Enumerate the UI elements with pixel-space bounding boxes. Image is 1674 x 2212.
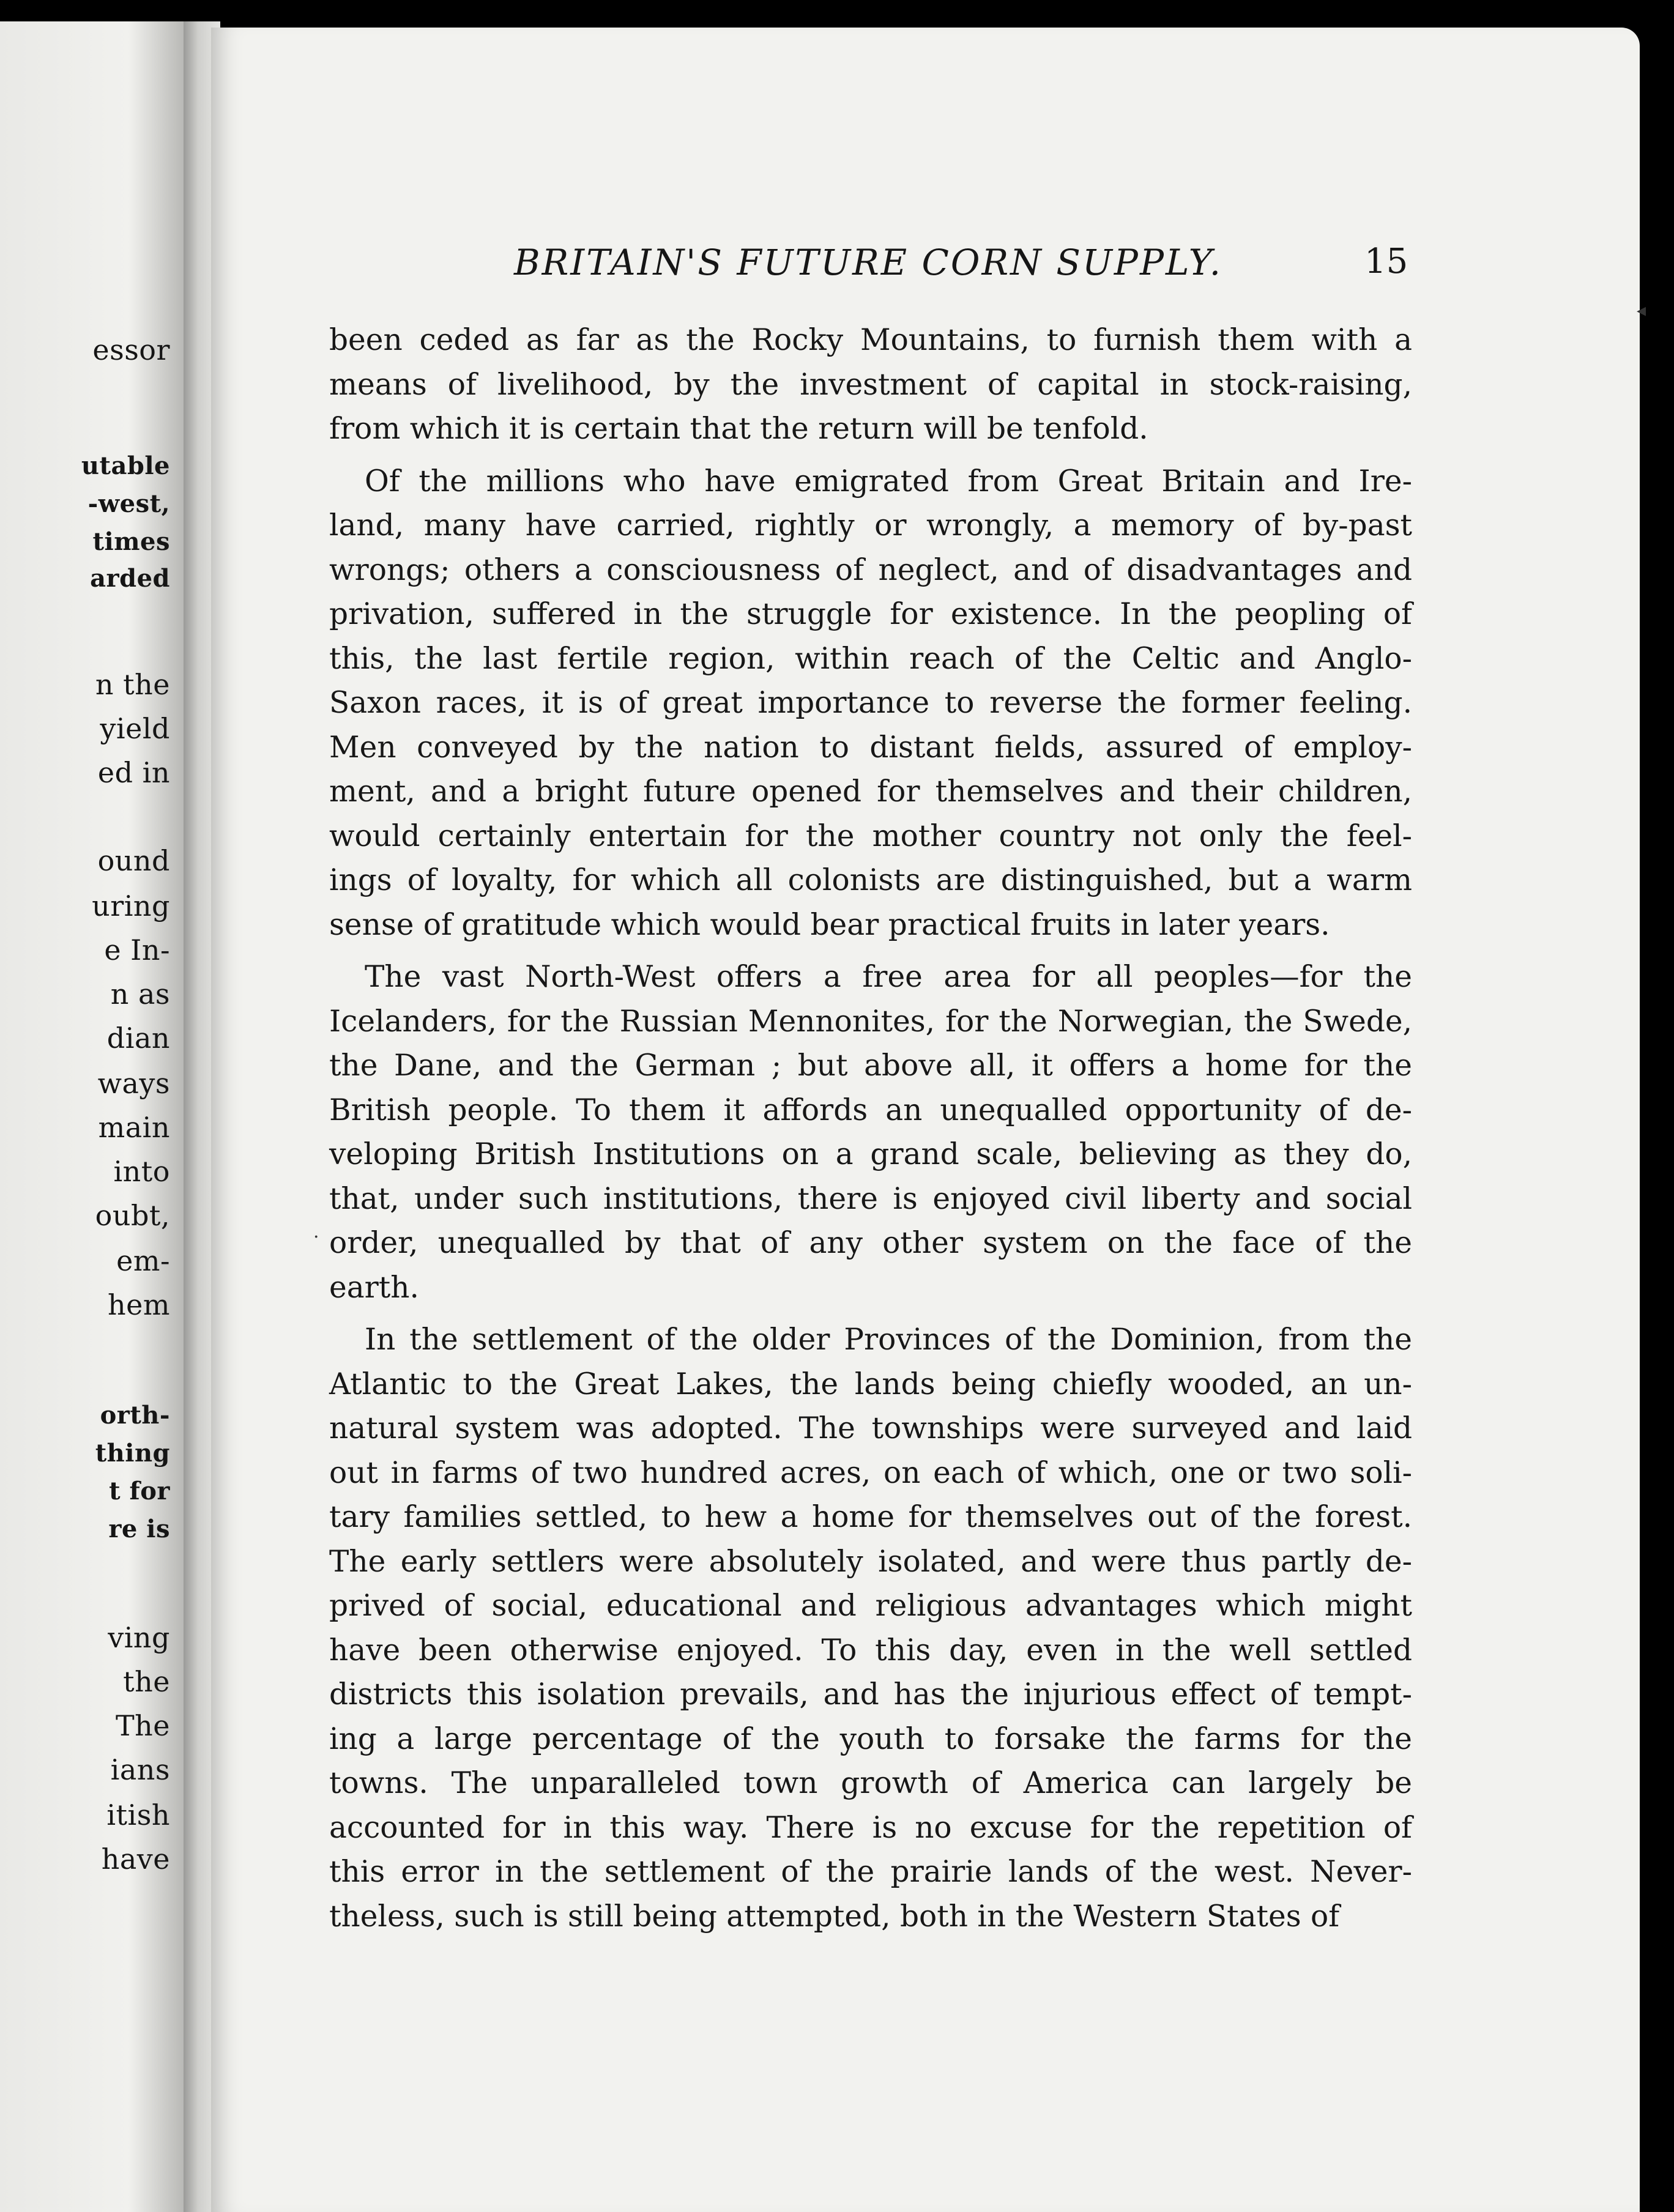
edge-mark: ◂	[1637, 300, 1646, 321]
paragraph	[329, 1318, 1412, 1939]
text-line: districts this isolation prevails, and has the injurious effect of tempt-	[329, 1677, 1412, 1712]
left-page-fragment: orth-	[100, 1401, 170, 1430]
text-line: have been otherwise enjoyed. To this day, even in the well settled	[329, 1633, 1412, 1668]
left-page-fragment: The	[115, 1709, 170, 1742]
text-line: this, the last fertile region, within reach of the Celtic and Anglo-	[329, 641, 1412, 676]
text-line: would certainly entertain for the mother country not only the feel-	[329, 818, 1412, 853]
left-page-fragment: yield	[100, 712, 170, 745]
text-line: Of the millions who have emigrated from Great Britain and Ire-	[365, 464, 1412, 499]
text-line: accounted for in this way. There is no excuse for the repetition of	[329, 1810, 1412, 1845]
text-line: prived of social, educational and religious advantages which might	[329, 1589, 1412, 1623]
text-line: Saxon races, it is of great importance to reverse the former feeling.	[329, 686, 1412, 720]
text-line: tary families settled, to hew a home for themselves out of the forest.	[329, 1500, 1412, 1534]
text-line: The vast North-West offers a free area for all peoples—for the	[365, 960, 1412, 994]
left-page-fragment: arded	[90, 564, 170, 593]
left-page-fragment: essor	[92, 333, 170, 366]
left-page-fragment: utable	[81, 451, 170, 480]
left-page-fragment: em-	[116, 1244, 170, 1277]
left-page-fragment: re is	[108, 1515, 170, 1543]
left-page-fragment: into	[113, 1155, 170, 1188]
left-page-fragment: hem	[108, 1288, 170, 1321]
text-line: Men conveyed by the nation to distant fields, assured of employ-	[329, 730, 1412, 765]
left-page-fragment: uring	[92, 889, 170, 922]
left-page-fragment: have	[101, 1843, 170, 1876]
text-line: British people. To them it affords an unequalled opportunity of de-	[329, 1093, 1412, 1127]
text-line: ing a large percentage of the youth to forsake the farms for the	[329, 1721, 1412, 1756]
text-line: privation, suffered in the struggle for existence. In the peopling of	[329, 597, 1412, 631]
text-line: In the settlement of the older Provinces of the Dominion, from the	[365, 1323, 1412, 1357]
text-line: earth.	[329, 1270, 419, 1305]
paragraph	[329, 459, 1412, 948]
text-line: Icelanders, for the Russian Mennonites, for the Norwegian, the Swede,	[329, 1004, 1412, 1039]
text-line: Atlantic to the Great Lakes, the lands being chiefly wooded, an un-	[329, 1367, 1412, 1401]
left-page-fragment: times	[92, 527, 170, 556]
text-line: been ceded as far as the Rocky Mountains, to furnish them with a	[329, 323, 1412, 357]
body-text	[329, 318, 1412, 1947]
text-line: land, many have carried, rightly or wrongly, a memory of by-past	[329, 508, 1412, 543]
text-line: The early settlers were absolutely isolated, and were thus partly de-	[329, 1544, 1412, 1579]
left-page-fragment: oubt,	[95, 1199, 170, 1232]
left-page-fragment: thing	[95, 1439, 170, 1468]
text-line: means of livelihood, by the investment of capital in stock-raising,	[329, 367, 1412, 402]
left-page-fragment: ians	[110, 1753, 170, 1786]
left-page-fragment: ound	[97, 844, 170, 877]
left-page-fragment: -west,	[87, 489, 170, 518]
text-line: natural system was adopted. The townships were surveyed and laid	[329, 1411, 1412, 1446]
left-facing-page	[0, 21, 184, 2212]
left-page-fragment: t for	[109, 1477, 170, 1505]
paragraph	[329, 318, 1412, 451]
text-line: theless, such is still being attempted, both in the Western States of	[329, 1899, 1340, 1934]
text-line: this error in the settlement of the prairie lands of the west. Never-	[329, 1855, 1412, 1889]
left-page-fragment: n as	[110, 978, 170, 1011]
paragraph	[329, 955, 1412, 1310]
page-number: 15	[1364, 242, 1408, 281]
text-line: veloping British Institutions on a grand scale, believing as they do,	[329, 1137, 1412, 1171]
text-line: towns. The unparalleled town growth of America can largely be	[329, 1766, 1412, 1800]
left-page-fragment: e In-	[104, 933, 170, 967]
text-line: from which it is certain that the return will be tenfold.	[329, 412, 1148, 446]
text-line: out in farms of two hundred acres, on each of which, one or two soli-	[329, 1455, 1412, 1490]
text-line: ment, and a bright future opened for themselves and their children,	[329, 774, 1412, 809]
text-line: sense of gratitude which would bear practical fruits in later years.	[329, 907, 1330, 942]
left-page-fragment: ways	[97, 1067, 170, 1100]
left-page-fragment: n the	[95, 668, 170, 701]
text-line: ings of loyalty, for which all colonists are distinguished, but a warm	[329, 863, 1412, 897]
left-page-fragment: main	[98, 1111, 170, 1144]
text-line: that, under such institutions, there is enjoyed civil liberty and social	[329, 1181, 1412, 1216]
left-page-fragment: dian	[106, 1022, 170, 1055]
left-page-fragment: the	[123, 1665, 170, 1698]
margin-dot: ·	[313, 1227, 319, 1248]
text-line: the Dane, and the German ; but above all, it offers a home for the	[329, 1048, 1412, 1083]
text-line: wrongs; others a consciousness of neglect, and of disadvantages and	[329, 552, 1412, 587]
left-page-fragment: itish	[106, 1798, 170, 1832]
left-page-fragment: ed in	[97, 756, 170, 789]
running-title: BRITAIN'S FUTURE CORN SUPPLY.	[514, 242, 1223, 283]
left-page-fragment: ving	[108, 1621, 170, 1654]
text-line: order, unequalled by that of any other system on the face of the	[329, 1226, 1412, 1260]
